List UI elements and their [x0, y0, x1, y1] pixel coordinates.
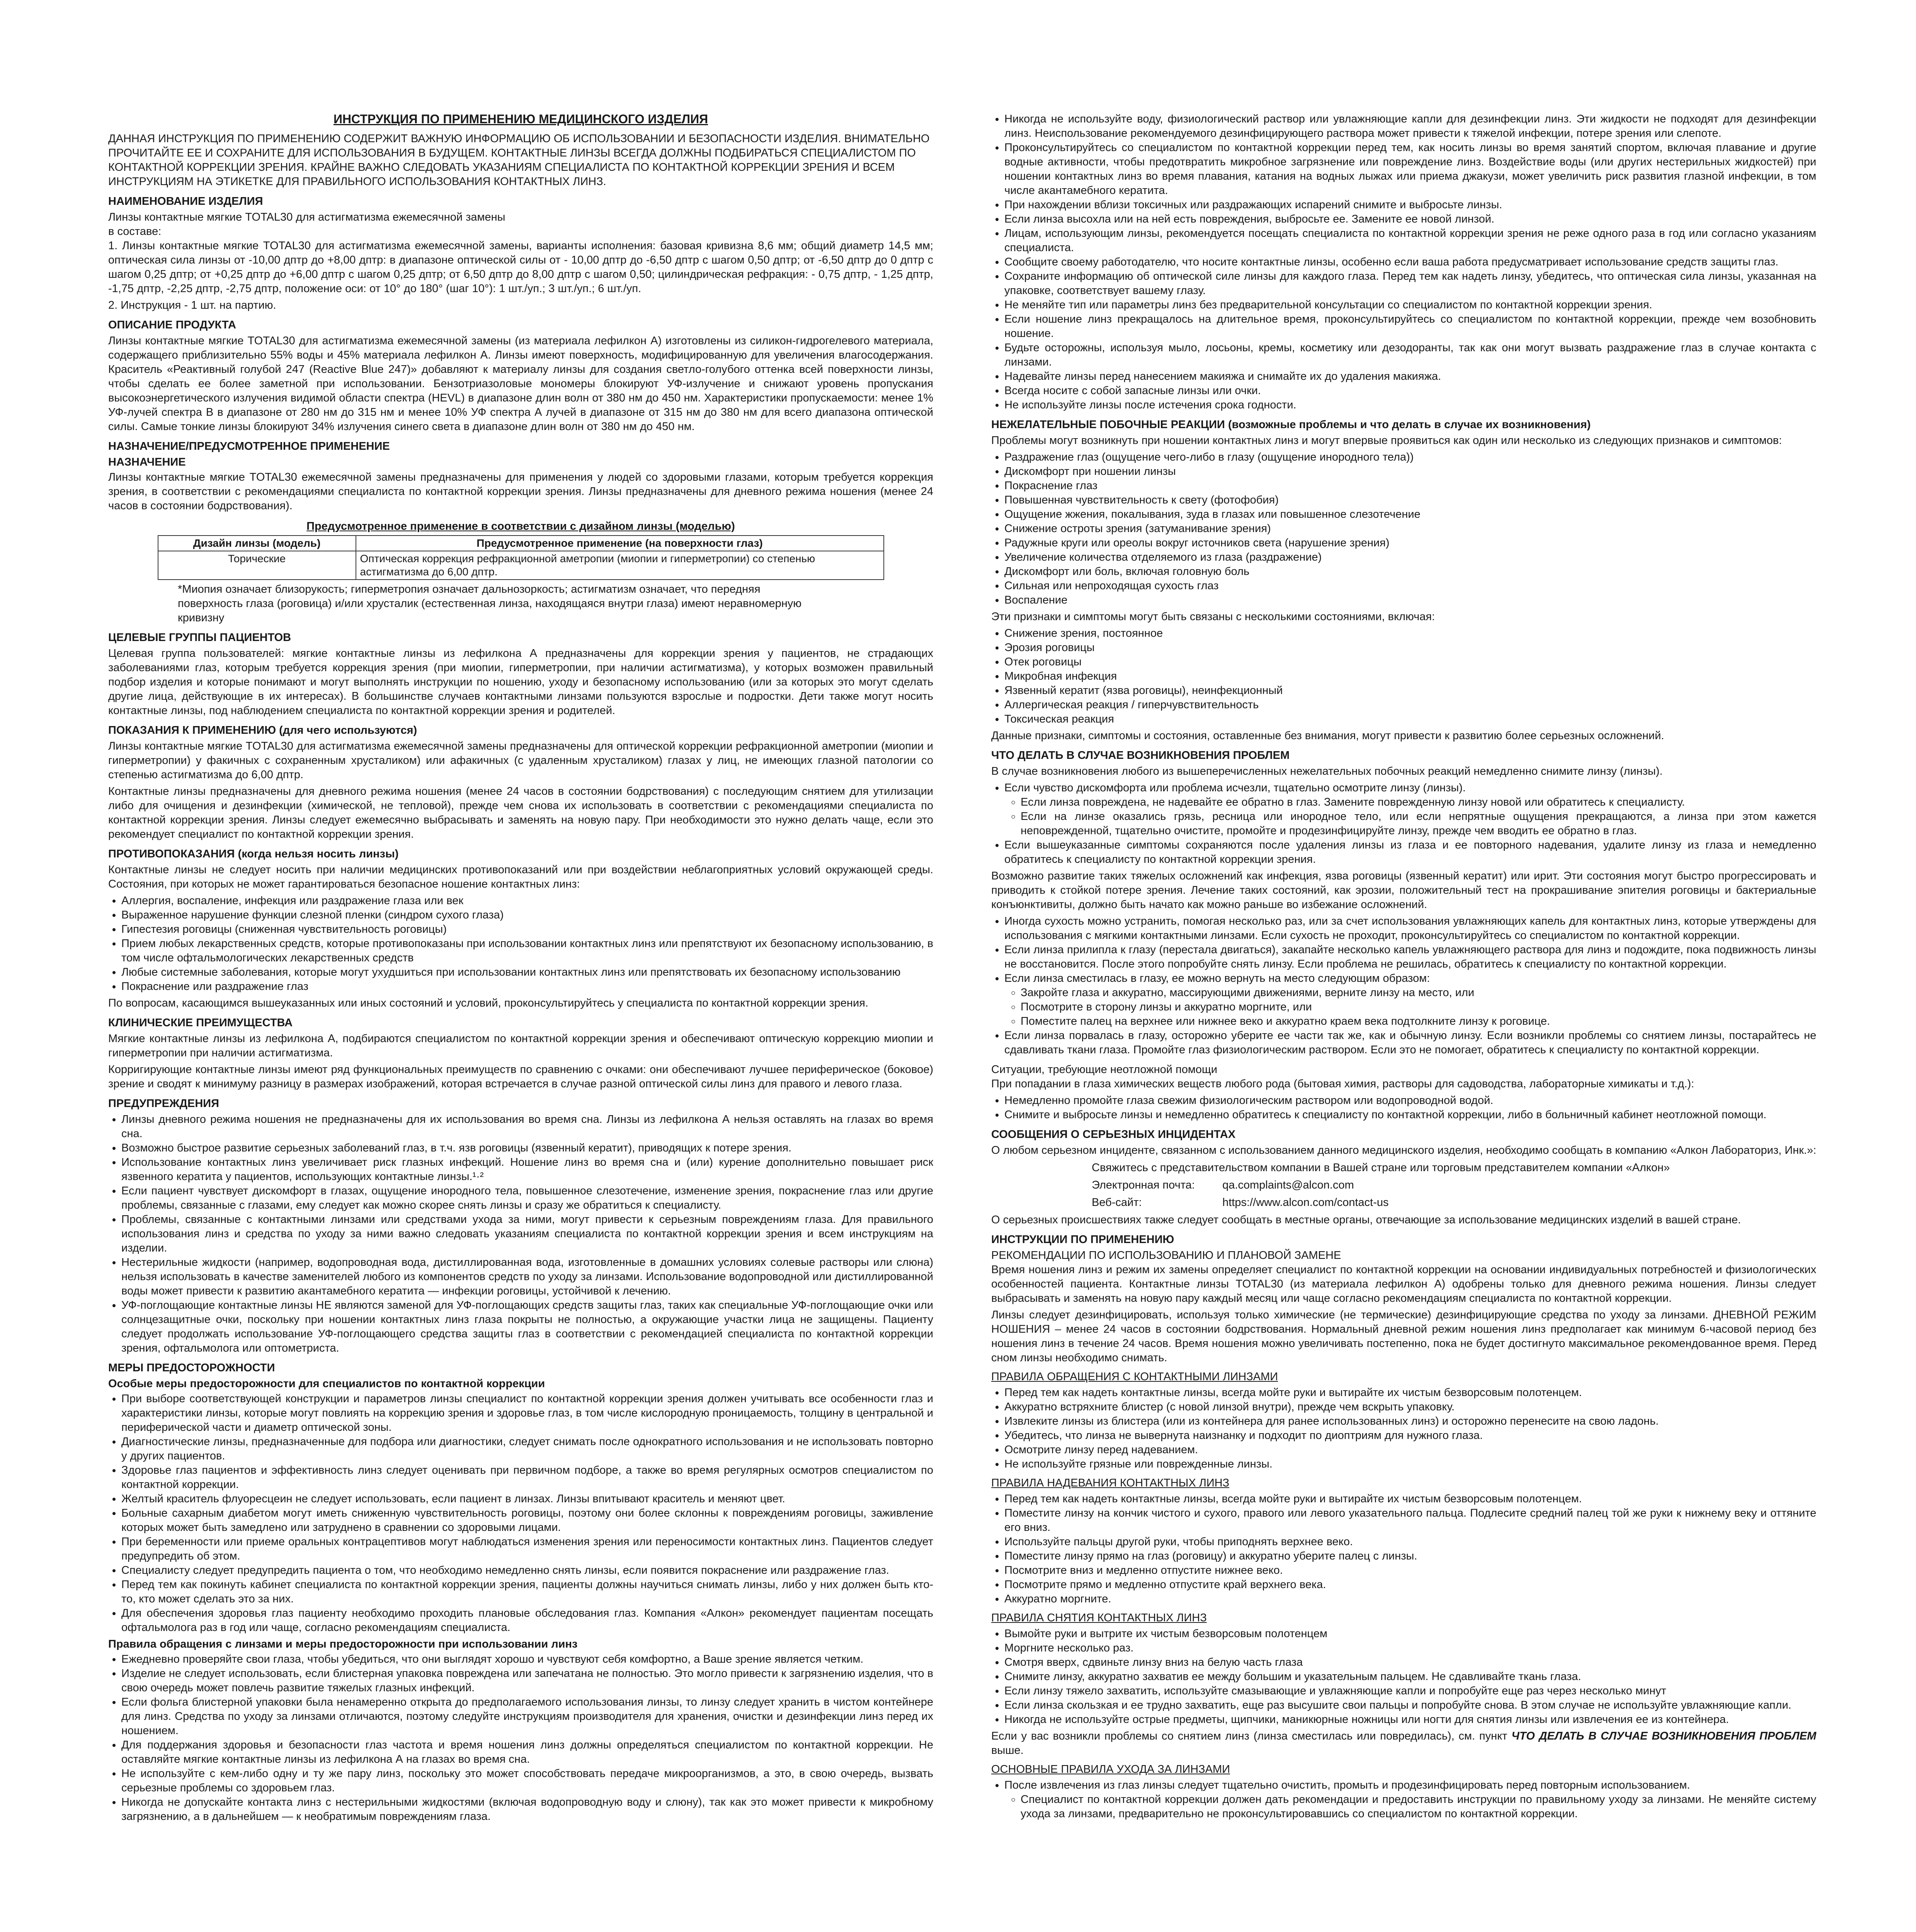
removal-note — [991, 1729, 1816, 1758]
handling-rules-continued-list — [991, 112, 1816, 412]
list-item: • Дискомфорт или боль, включая головную боль — [1004, 565, 1816, 579]
indications-paragraph-2: Контактные линзы предназначены для дневного режима ношения (менее 24 часов в состоянии бодрствования) с последующим снятием для утилизации либо для очищения и дезинфекции (химической, не тепловой), прежде чем снова их использовать в соответствии с рекомендациями специалиста по контактной коррекции зрения. Линзы следует ежемесячно выбрасывать и заменять на новую пару. При необходимости это нужно делать чаще, если это рекомендует специалист по контактной коррекции зрения. — [108, 785, 933, 840]
list-item — [1004, 1778, 1816, 1821]
section-heading-warnings: ПРЕДУПРЕЖДЕНИЯ — [108, 1097, 219, 1110]
list-item: • Аккуратно встряхните блистер (с новой линзой внутри), прежде чем вскрыть упаковку. — [1004, 1400, 1816, 1414]
usage-subheading: РЕКОМЕНДАЦИИ ПО ИСПОЛЬЗОВАНИЮ И ПЛАНОВОЙ ЗАМЕНЕ — [991, 1249, 1341, 1262]
list-item: • Нестерильные жидкости (например, водопроводная вода, дистиллированная вода, изготовленные в домашних условиях солевые растворы или слюна) нельзя использовать в качестве заменителей любого из компонентов средств по уходу за линзами. Использование водопроводной или дистиллированной воды может привести к развитию акантамебного кератита — инфекции роговицы, устойчивой к лечению. — [121, 1255, 933, 1298]
table-caption: Предусмотренное применение в соответствии с дизайном линзы (моделью) — [306, 520, 735, 532]
target-paragraph: Целевая группа пользователей: мягкие контактные линзы из лефилкона А предназначены для коррекции зрения у пациентов, не страдающих заболеваниями глаз, которым требуется коррекция зрения (при миопии, гиперметропии, при наличии астигматизма), у которых возможен правильный подбор изделия и которые понимают и могут выполнять инструкции по ношению, уходу и безопасному использованию (или за которых это могут сделать другие лица, действующие в их интересах). В большинстве случаев контактными линзами пользуются взрослые и подростки. Дети также могут носить контактные линзы, под наблюдением специалиста по контактной коррекции зрения и родителей. — [108, 647, 933, 717]
list-item: • Прием любых лекарственных средств, которые противопоказаны при использовании контактных линз или препятствуют их безопасному использованию, в том числе офтальмологических лекарственных средств — [121, 937, 933, 965]
list-item: • При нахождении вблизи токсичных или раздражающих испарений снимите и выбросьте линзы. — [1004, 198, 1816, 212]
list-item: • Не используйте с кем-либо одну и ту же пару линз, поскольку это может способствовать передаче микроорганизмов, а это, в свою очередь, вызвать серьезные проблемы со здоровьем глаз. — [121, 1767, 933, 1795]
list-item: • Не используйте линзы после истечения срока годности. — [1004, 398, 1816, 412]
list-item: • Здоровье глаз пациентов и эффективность линз следует оценивать при первичном подборе, а также во время регулярных осмотров специалистом по контактной коррекции. — [121, 1463, 933, 1492]
section-heading-purpose: НАЗНАЧЕНИЕ/ПРЕДУСМОТРЕННОЕ ПРИМЕНЕНИЕ — [108, 440, 390, 452]
list-item: • Для обеспечения здоровья глаз пациенту необходимо проходить плановые обследования глаз. Компания «Алкон» рекомендует пациентам посещать офтальмолога раз в год или чаще, согласно рекомендациям специалиста. — [121, 1606, 933, 1635]
clinical-paragraph-1: Мягкие контактные линзы из лефилкона А, подбираются специалистом по контактной коррекции зрения и обеспечивают оптическую коррекцию миопии и гиперметропии при наличии астигматизма. — [108, 1032, 933, 1059]
care-list — [991, 1778, 1816, 1821]
handling-rules-list — [108, 1652, 933, 1824]
list-item: • Если ношение линз прекращалось на длительное время, проконсультируйтесь со специалистом по контактной коррекции, прежде чем возобновить ношение. — [1004, 312, 1816, 341]
sub-list — [1004, 795, 1816, 838]
list-item: • Диагностические линзы, предназначенные для подбора или диагностики, следует снимать после однократного использования и не использовать повторно у других пациентов. — [121, 1435, 933, 1463]
warnings-list — [108, 1112, 933, 1355]
contraindications-list — [108, 894, 933, 994]
list-item: • Всегда носите с собой запасные линзы или очки. — [1004, 384, 1816, 398]
list-item: • Снимите линзу, аккуратно захватив ее между большим и указательным пальцем. Не сдавливайте ткань глаза. — [1004, 1670, 1816, 1684]
sub-list — [1004, 1793, 1816, 1821]
list-item: • Иногда сухость можно устранить, помогая несколько раз, или за счет использования увлажняющих капель для контактных линз, которые утверждены для использования с мягкими контактными линзами. Если сухость не проходит, проконсультируйтесь со специалистом по контактной коррекции. — [1004, 914, 1816, 943]
list-item: • Изделие не следует использовать, если блистерная упаковка повреждена или запечатана не полностью. Это могло привести к загрязнению изделия, что в свою очередь может повлечь развитие тяжелых глазных инфекций. — [121, 1667, 933, 1695]
list-item: • Сохраните информацию об оптической силе линзы для каждого глаза. Перед тем как надеть линзу, убедитесь, что оптическая сила линзы, указанная на упаковке, соответствует вашему глазу. — [1004, 269, 1816, 298]
list-item: • Специалисту следует предупредить пациента о том, что необходимо немедленно снять линзы, если появится покраснение или раздражение глаз. — [121, 1563, 933, 1578]
list-item: • Используйте пальцы другой руки, чтобы приподнять верхнее веко. — [1004, 1535, 1816, 1549]
list-item — [1004, 971, 1816, 1029]
list-item: • Если линза порвалась в глазу, осторожно уберите ее части так же, как и обычную линзу. Если возникли проблемы со снятием линзы, постарайтесь не сдавливать ткани глаза. Промойте глаз физиологическим раствором. Если это не помогает, обратитесь к специалисту по контактной коррекции. — [1004, 1029, 1816, 1057]
list-item: • Убедитесь, что линза не вывернута наизнанку и подходит по диоптриям для нужного глаза. — [1004, 1429, 1816, 1443]
sub-list-item: ◦ Поместите палец на верхнее или нижнее веко и аккуратно краем века подтолкните линзу к роговице. — [1021, 1014, 1816, 1029]
list-item: • При беременности или приеме оральных контрацептивов могут наблюдаться изменения зрения или переносимости контактных линз. Пациентов следует предупредить об этом. — [121, 1535, 933, 1563]
contact-line: Свяжитесь с представительством компании в Вашей стране или торговым представителем компании «Алкон» — [1092, 1162, 1670, 1174]
website-row — [1092, 1196, 1816, 1210]
conditions-list — [991, 626, 1816, 726]
section-heading-clinical: КЛИНИЧЕСКИЕ ПРЕИМУЩЕСТВА — [108, 1017, 293, 1029]
list-item: • Не меняйте тип или параметры линз без предварительной консультации со специалистом по контактной коррекции зрения. — [1004, 298, 1816, 312]
list-item: • Будьте осторожны, используя мыло, лосьоны, кремы, косметику или дезодоранты, так как они могут вызвать раздражение глаз в случае контакта с линзами. — [1004, 341, 1816, 369]
table-row — [158, 551, 884, 580]
intro-warning: ДАННАЯ ИНСТРУКЦИЯ ПО ПРИМЕНЕНИЮ СОДЕРЖИТ ВАЖНУЮ ИНФОРМАЦИЮ ОБ ИСПОЛЬЗОВАНИИ И БЕЗОПАСНОСТИ ИЗДЕЛИЯ. ВНИМАТЕЛЬНО ПРОЧИТАЙТЕ ЕЕ И СОХРАНИТЕ ДЛЯ ИСПОЛЬЗОВАНИЯ В БУДУЩЕМ. КОНТАКТНЫЕ ЛИНЗЫ ВСЕГДА ДОЛЖНЫ ПОДБИРАТЬСЯ СПЕЦИАЛИСТОМ ПО КОНТАКТНОЙ КОРРЕКЦИИ ЗРЕНИЯ. КРАЙНЕ ВАЖНО СЛЕДОВАТЬ УКАЗАНИЯМ СПЕЦИАЛИСТА ПО КОНТАКТНОЙ КОРРЕКЦИИ ЗРЕНИЯ И ВСЕМ ИНСТРУКЦИЯМ НА ЭТИКЕТКЕ ДЛЯ ПРАВИЛЬНОГО ИСПОЛЬЗОВАНИЯ КОНТАКТНЫХ ЛИНЗ. — [108, 133, 930, 188]
name-composition: в составе: — [108, 225, 162, 238]
sub-list-item: ◦ Специалист по контактной коррекции должен дать рекомендации и предоставить инструкции по правильному уходу за линзами. Не меняйте систему ухода за линзами, предварительно не проконсультировавшись со специалистом по контактной коррекции. — [1021, 1793, 1816, 1821]
list-item: • Если вышеуказанные симптомы сохраняются после удаления линзы из глаза и ее повторного надевания, удалите линзу из глаза и немедленно обратитесь к специалисту по контактной коррекции зрения. — [1004, 838, 1816, 867]
list-item: • Проблемы, связанные с контактными линзами или средствами ухода за ними, могут привести к серьезным повреждениям глаза. Для правильного использования линз и средства по уходу за ними важно следовать указаниям специалиста по контактной коррекции зрения и всем инструкциям на изделии. — [121, 1213, 933, 1255]
removal-heading: ПРАВИЛА СНЯТИЯ КОНТАКТНЫХ ЛИНЗ — [991, 1612, 1207, 1624]
list-item: • Радужные круги или ореолы вокруг источников света (нарушение зрения) — [1004, 536, 1816, 550]
section-heading-side-effects: НЕЖЕЛАТЕЛЬНЫЕ ПОБОЧНЫЕ РЕАКЦИИ (возможные проблемы и что делать в случае их возникновения) — [991, 418, 1591, 431]
sub-list — [1004, 986, 1816, 1029]
list-item-text: Если линза сместилась в глазу, ее можно вернуть на место следующим образом: — [1004, 972, 1430, 985]
what-to-do-list — [991, 781, 1816, 867]
list-item: • Снижение зрения, постоянное — [1004, 626, 1816, 641]
list-item: • Если линза скользкая и ее трудно захватить, еще раз высушите свои пальцы и попробуйте снова. В этом случае не используйте увлажняющие капли. — [1004, 1698, 1816, 1713]
list-item: • Сильная или непроходящая сухость глаз — [1004, 579, 1816, 593]
website-link[interactable]: https://www.alcon.com/contact-us — [1222, 1196, 1389, 1209]
list-item: • Проконсультируйтесь со специалистом по контактной коррекции перед тем, как носить линзы во время занятий спортом, включая плавание и другие водные активности, чтобы предотвратить микробное загрязнение или повреждение линз. Воздействие воды (или других нестерильных жидкостей) при ношении контактных линз во время плавания, катания на водных лыжах или приема джакузи, может увеличить риск развития глазной инфекции, в том числе акантамебного кератита. — [1004, 141, 1816, 198]
contraindications-paragraph: Контактные линзы не следует носить при наличии медицинских противопоказаний или при воздействии неблагоприятных условий окружающей среды. Состояния, при которых не может гарантироваться безопасное ношение контактных линз: — [108, 864, 933, 890]
list-item-text: После извлечения из глаз линзы следует тщательно очистить, промыть и продезинфицировать перед повторным использованием. — [1004, 1779, 1690, 1791]
list-item: • Возможно быстрое развитие серьезных заболеваний глаз, в т.ч. язв роговицы (язвенный кератит), приводящих к потере зрения. — [121, 1141, 933, 1155]
section-heading-contraindications: ПРОТИВОПОКАЗАНИЯ (когда нельзя носить линзы) — [108, 848, 399, 860]
list-item: • Желтый краситель флуоресцеин не следует использовать, если пациент в линзах. Линзы впитывают краситель и меняют цвет. — [121, 1492, 933, 1506]
precautions-subheading: Особые меры предосторожности для специалистов по контактной коррекции — [108, 1378, 545, 1390]
list-item: • Дискомфорт при ношении линзы — [1004, 464, 1816, 479]
usage-paragraph-1: Время ношения линз и режим их замены определяет специалист по контактной коррекции на основании индивидуальных потребностей и физиологических особенностей пациента. Контактные линзы TOTAL30 (из материала лефилкон А) одобрены только для дневного режима ношения. Линзы следует выбрасывать и заменять на новую пару каждый месяц или чаще согласно рекомендациям специалиста по контактной коррекции. — [991, 1264, 1816, 1304]
list-item: • Лицам, использующим линзы, рекомендуется посещать специалиста по контактной коррекции зрения не реже одного раза в год или согласно указаниям специалиста. — [1004, 226, 1816, 255]
conditions-intro: Эти признаки и симптомы могут быть связаны с несколькими состояниями, включая: — [991, 611, 1435, 623]
list-item: • Если линза прилипла к глазу (перестала двигаться), закапайте несколько капель увлажняющего раствора для линз и подождите, пока подвижность линзы не восстановится. После этого попробуйте снять линзу. Если проблема не решилась, обратитесь к специалисту по контактной коррекции. — [1004, 943, 1816, 971]
contraindications-note: По вопросам, касающимся вышеуказанных или иных состояний и условий, проконсультируйтесь у специалиста по контактной коррекции зрения. — [108, 997, 868, 1009]
name-instruction: 2. Инструкция - 1 шт. на партию. — [108, 299, 276, 311]
name-line: Линзы контактные мягкие TOTAL30 для астигматизма ежемесячной замены — [108, 211, 505, 223]
reports-note: О серьезных происшествиях также следует сообщать в местные органы, отвечающие за использование медицинских изделий в вашей стране. — [991, 1214, 1741, 1226]
email-link[interactable]: qa.complaints@alcon.com — [1222, 1179, 1354, 1191]
section-heading-precautions: МЕРЫ ПРЕДОСТОРОЖНОСТИ — [108, 1362, 275, 1374]
indications-paragraph-1: Линзы контактные мягкие TOTAL30 для астигматизма ежемесячной замены предназначены для оптической коррекции рефракционной аметропии (миопии и гиперметропии) у факичных с сохраненным хрусталиком) или афакичных (с удаленным хрусталиком) глазах у лиц, не имеющих глазной патологии со степенью астигматизма до 6,00 дптр. — [108, 740, 933, 781]
complications-paragraph: Возможно развитие таких тяжелых осложнений как инфекция, язва роговицы (язвенный кератит) или ирит. Эти состояния могут быстро прогрессировать и приводить к стойкой потере зрения. Лечение таких состояний, как эрозии, положительный тест на прокрашивание эпителия роговицы и бактериальные конъюнктивиты, должно быть начато как можно раньше во избежание осложнений. — [991, 870, 1816, 911]
list-item: • Надевайте линзы перед нанесением макияжа и снимайте их до удаления макияжа. — [1004, 369, 1816, 384]
list-item: • Ежедневно проверяйте свои глаза, чтобы убедиться, что они выглядят хорошо и чувствуют себя комфортно, а Ваше зрение является четким. — [121, 1652, 933, 1667]
sub-list-item: ◦ Если на линзе оказались грязь, ресница или инородное тело, или если непрятные ощущения прекращаются, а линза при этом кажется неповрежденной, тщательно очистите, промойте и продезинфицируйте линзу, прежде чем вводить ее обратно в глаз. — [1021, 810, 1816, 838]
list-item: • Немедленно промойте глаза свежим физиологическим раствором или водопроводной водой. — [1004, 1094, 1816, 1108]
section-heading-what-to-do: ЧТО ДЕЛАТЬ В СЛУЧАЕ ВОЗНИКНОВЕНИЯ ПРОБЛЕМ — [991, 749, 1290, 762]
table-header-design: Дизайн линзы (модель) — [158, 536, 356, 551]
table-header-use: Предусмотренное применение (на поверхности глаз) — [356, 536, 884, 551]
list-item: • Перед тем как покинуть кабинет специалиста по контактной коррекции зрения, пациенты должны научиться снимать линзы, либо у них должен быть кто-то, кто может сделать это за них. — [121, 1578, 933, 1606]
list-item: • Аллергия, воспаление, инфекция или раздражение глаза или век — [121, 894, 933, 908]
section-heading-indications: ПОКАЗАНИЯ К ПРИМЕНЕНИЮ (для чего используются) — [108, 724, 417, 736]
table-header-row — [158, 536, 884, 551]
urgent-paragraph: При попадании в глаза химических веществ любого рода (бытовая химия, растворы для садоводства, лабораторные химикаты и т.д.): — [991, 1078, 1694, 1090]
document-page — [108, 112, 1816, 1932]
removal-note-reference: ЧТО ДЕЛАТЬ В СЛУЧАЕ ВОЗНИКНОВЕНИЯ ПРОБЛЕМ — [1511, 1730, 1816, 1742]
list-item: • Извлеките линзы из блистера (или из контейнера для ранее использованных линз) и осторожно перенесите на свою ладонь. — [1004, 1414, 1816, 1429]
removal-note-end: выше. — [991, 1744, 1024, 1757]
list-item: • При выборе соответствующей конструкции и параметров линзы специалист по контактной коррекции зрения должен учитывать все особенности глаз и характеристики линзы, которые могут повлиять на коррекцию зрения и здоровье глаз, в том числе кислородную проницаемость, толщину в центральной и периферической части и диаметр оптической зоны. — [121, 1392, 933, 1435]
list-item: • Если линзу тяжело захватить, используйте смазывающие и увлажняющие капли и попробуйте еще раз через несколько минут — [1004, 1684, 1816, 1698]
list-item: • Отек роговицы — [1004, 655, 1816, 669]
urgent-list — [991, 1094, 1816, 1122]
list-item: • Микробная инфекция — [1004, 669, 1816, 684]
urgent-heading: Ситуации, требующие неотложной помощи — [991, 1063, 1217, 1076]
email-label: Электронная почта: — [1092, 1179, 1195, 1191]
list-item — [1004, 781, 1816, 838]
list-item: • Не используйте грязные или поврежденные линзы. — [1004, 1457, 1816, 1471]
list-item-text: Если чувство дискомфорта или проблема исчезли, тщательно осмотрите линзу (линзы). — [1004, 782, 1466, 794]
list-item: • УФ-поглощающие контактные линзы НЕ являются заменой для УФ-поглощающих средств защиты глаз, таких как специальные УФ-поглощающие очки или солнцезащитные очки, поскольку при ношении контактных линз глаза покрыты не полностью, а окружающие участки лица не защищены. Пациенту следует продолжать использование УФ-поглощающего средства защиты глаз в соответствии с рекомендацией специалиста по контактной коррекции зрения, офтальмолога или оптометриста. — [121, 1298, 933, 1355]
removal-note-text: Если у вас возникли проблемы со снятием линз (линза сместилась или повредилась), см. пункт — [991, 1730, 1512, 1742]
list-item: • Повышенная чувствительность к свету (фотофобия) — [1004, 493, 1816, 507]
list-item: • Линзы дневного режима ношения не предназначены для их использования во время сна. Линзы из лефилкона А нельзя оставлять на глазах во время сна. — [121, 1112, 933, 1141]
list-item: • Аккуратно моргните. — [1004, 1592, 1816, 1606]
purpose-subheading: НАЗНАЧЕНИЕ — [108, 456, 186, 468]
care-heading: ОСНОВНЫЕ ПРАВИЛА УХОДА ЗА ЛИНЗАМИ — [991, 1763, 1230, 1776]
list-item: • Если фольга блистерной упаковки была ненамеренно открыта до предполагаемого использования линзы, то линзу следует хранить в чистом контейнере для линз. Средства по уходу за линзами отличаются, поэтому следуйте инструкциям производителя для хранения, очистки и дезинфекции линз перед их ношением. — [121, 1695, 933, 1738]
list-item: • Больные сахарным диабетом могут иметь сниженную чувствительность роговицы, поэтому они более склонны к повреждениям роговицы, заживление которых может быть замедлено или затруднено в сравнении со здоровыми лицами. — [121, 1506, 933, 1535]
section-heading-description: ОПИСАНИЕ ПРОДУКТА — [108, 319, 236, 331]
list-item: • Никогда не используйте острые предметы, щипчики, маникюрные ножницы или ногти для снятия линзы или извлечения ее из контейнера. — [1004, 1713, 1816, 1727]
contact-block — [1092, 1161, 1816, 1210]
list-item: • Использование контактных линз увеличивает риск глазных инфекций. Ношение линз во время сна и (или) курение дополнительно повышает риск язвенного кератита у пациентов, использующих контактные линзы.¹·² — [121, 1155, 933, 1184]
section-heading-reports: СООБЩЕНИЯ О СЕРЬЕЗНЫХ ИНЦИДЕНТАХ — [991, 1128, 1236, 1141]
precautions-list — [108, 1392, 933, 1635]
table-cell-design: Торические — [158, 551, 356, 580]
right-column — [991, 112, 1816, 1932]
handling-list — [991, 1386, 1816, 1471]
list-item: • Аллергическая реакция / гиперчувствительность — [1004, 698, 1816, 712]
reports-paragraph: О любом серьезном инциденте, связанном с использованием данного медицинского изделия, необходимо сообщать в компанию «Алкон Лабораториз, Инк.»: — [991, 1144, 1816, 1156]
list-item: • Гипестезия роговицы (сниженная чувствительность роговицы) — [121, 922, 933, 937]
list-item: • Выраженное нарушение функции слезной пленки (синдром сухого глаза) — [121, 908, 933, 922]
name-variants: 1. Линзы контактные мягкие TOTAL30 для астигматизма ежемесячной замены, варианты исполнения: базовая кривизна 8,6 мм; общий диаметр 14,5 мм; оптическая сила линзы от -10,00 дптр до +8,00 дптр: в диапазоне оптической силы от - 10,00 дптр до -6,50 дптр с шагом 0,50 дптр; от -6,50 дптр до 0 дптр с шагом 0,25 дптр; от +0,25 дптр до +6,00 дптр с шагом 0,25 дптр; от 6,50 дптр до 8,00 дптр с шагом 0,50; цилиндрическая рефракция: - 0,75 дптр, - 1,25 дптр, -1,75 дптр, -2,25 дптр, -2,75 дптр, положение оси: от 10° до 180° (шаг 10°): 1 шт./уп.; 3 шт./уп.; 6 шт./уп. — [108, 240, 933, 295]
list-item: • Токсическая реакция — [1004, 712, 1816, 726]
list-item: • Снижение остроты зрения (затуманивание зрения) — [1004, 522, 1816, 536]
list-item: • Эрозия роговицы — [1004, 641, 1816, 655]
list-item: • Если пациент чувствует дискомфорт в глазах, ощущение инородного тела, повышенное слезотечение, изменение зрения, покраснение глаз или другие проблемы, связанные с глазами, ему следует как можно скорее снять линзы и сразу же обратиться к специалисту. — [121, 1184, 933, 1213]
list-item: • Ощущение жжения, покалывания, зуда в глазах или повышенное слезотечение — [1004, 507, 1816, 522]
list-item: • Увеличение количества отделяемого из глаза (раздражение) — [1004, 550, 1816, 565]
table-cell-use: Оптическая коррекция рефракционной аметропии (миопии и гиперметропии) со степенью астигматизма до 6,00 дптр. — [356, 551, 884, 580]
list-item: • Осмотрите линзу перед надеванием. — [1004, 1443, 1816, 1457]
symptoms-list — [991, 450, 1816, 607]
list-item: • Посмотрите прямо и медленно отпустите край верхнего века. — [1004, 1578, 1816, 1592]
list-item: • Поместите линзу прямо на глаз (роговицу) и аккуратно уберите палец с линзы. — [1004, 1549, 1816, 1563]
list-item: • Покраснение или раздражение глаз — [121, 980, 933, 994]
usage-paragraph-2: Линзы следует дезинфицировать, используя только химические (не термические) дезинфицирующие средства по уходу за линзами. ДНЕВНОЙ РЕЖИМ НОШЕНИЯ – менее 24 часов в состоянии бодрствования. Нормальный дневной режим ношения линз предполагает как минимум 6-часовой период без ношения линз в течение 24 часов. Время ношения можно увеличивать постепенно, пока не будет достигнуто максимальное рекомендованное время. Перед сном линзы необходимо снимать. — [991, 1309, 1816, 1364]
list-item: • Покраснение глаз — [1004, 479, 1816, 493]
list-item: • Никогда не используйте воду, физиологический раствор или увлажняющие капли для дезинфекции линз. Эти жидкости не подходят для дезинфекции линз. Неиспользование рекомендуемого дезинфицирующего раствора может привести к тяжелой инфекции, потере зрения или слепоте. — [1004, 112, 1816, 141]
handling-heading: ПРАВИЛА ОБРАЩЕНИЯ С КОНТАКТНЫМИ ЛИНЗАМИ — [991, 1371, 1278, 1383]
what-to-do-paragraph: В случае возникновения любого из вышеперечисленных нежелательных побочных реакций немедленно снимите линзу (линзы). — [991, 765, 1663, 777]
list-item: • Воспаление — [1004, 593, 1816, 607]
document-title: ИНСТРУКЦИЯ ПО ПРИМЕНЕНИЮ МЕДИЦИНСКОГО ИЗДЕЛИЯ — [333, 112, 708, 126]
intended-use-table — [158, 535, 884, 580]
purpose-paragraph: Линзы контактные мягкие TOTAL30 ежемесячной замены предназначены для применения у людей со здоровыми глазами, которым требуется коррекция зрения, в соответствии с рекомендациями специалиста по контактной коррекции зрения. Линзы предназначены для дневного режима ношения (менее 24 часов в состоянии бодрствования). — [108, 471, 933, 512]
side-effects-paragraph: Проблемы могут возникнуть при ношении контактных линз и могут впервые проявиться как один или несколько из следующих признаков и симптомов: — [991, 434, 1782, 447]
sub-list-item: ◦ Закройте глаза и аккуратно, массирующими движениями, верните линзу на место, или — [1021, 986, 1816, 1000]
list-item: • Любые системные заболевания, которые могут ухудшиться при использовании контактных линз или препятствовать их безопасному использованию — [121, 965, 933, 980]
list-item: • Если линза высохла или на ней есть повреждения, выбросьте ее. Замените ее новой линзой. — [1004, 212, 1816, 226]
list-item: • Поместите линзу на кончик чистого и сухого, правого или левого указательного пальца. Подлесите средний палец той же руки к нижнему веку и оттяните его вниз. — [1004, 1506, 1816, 1535]
complications-list — [991, 914, 1816, 1057]
sub-list-item: ◦ Посмотрите в сторону линзы и аккуратно моргните, или — [1021, 1000, 1816, 1014]
list-item: • Перед тем как надеть контактные линзы, всегда мойте руки и вытирайте их чистым безворсовым полотенцем. — [1004, 1492, 1816, 1506]
description-paragraph: Линзы контактные мягкие TOTAL30 для астигматизма ежемесячной замены (из материала лефилкон А) изготовлены из силикон-гидрогелевого материала, содержащего приблизительно 55% воды и 45% материала лефилкон А. Линзы имеют поверхность, модифицированную для увеличения влагосодержания. Краситель «Реактивный голубой 247 (Reactive Blue 247)» добавляют к материалу линзы для создания светло-голубого оттенка всей поверхности линзы, чтобы сделать ее более заметной при использовании. Бензотриазоловые мономеры блокируют УФ-излучение и снижают уровень пропускания высокоэнергетического излучения видимой области спектра (HEVL) в диапазоне длин волн от 380 нм до 450 нм. Характеристики пропускаемости: менее 1% УФ-лучей спектра В в диапазоне от 280 нм до 315 нм и менее 10% УФ спектра А лучей в диапазоне от 315 нм до 380 нм для всего диапазона оптической силы. Самые тонкие линзы блокируют 34% излучения синего света в диапазоне длин волн от 380 нм до 450 нм. — [108, 335, 933, 433]
list-item: • Вымойте руки и вытрите их чистым безворсовым полотенцем — [1004, 1627, 1816, 1641]
list-item: • Раздражение глаз (ощущение чего-либо в глазу (ощущение инородного тела)) — [1004, 450, 1816, 464]
put-on-heading: ПРАВИЛА НАДЕВАНИЯ КОНТАКТНЫХ ЛИНЗ — [991, 1477, 1230, 1489]
list-item: • Моргните несколько раз. — [1004, 1641, 1816, 1655]
list-item: • Снимите и выбросьте линзы и немедленно обратитесь к специалисту по контактной коррекции, либо в больничный кабинет неотложной помощи. — [1004, 1108, 1816, 1122]
list-item: • Посмотрите вниз и медленно отпустите нижнее веко. — [1004, 1563, 1816, 1578]
table-footnote: *Миопия означает близорукость; гиперметропия означает дальнозоркость; астигматизм означает, что передняя поверхность глаза (роговица) и/или хрусталик (естественная линза, находящаяся внутри глаза) имеют неравномерную кривизну — [178, 583, 802, 624]
sub-list-item: ◦ Если линза повреждена, не надевайте ее обратно в глаз. Замените поврежденную линзу новой или обратитесь к специалисту. — [1021, 795, 1816, 810]
list-item: • Смотря вверх, сдвиньте линзу вниз на белую часть глаза — [1004, 1655, 1816, 1670]
removal-list — [991, 1627, 1816, 1727]
list-item: • Перед тем как надеть контактные линзы, всегда мойте руки и вытирайте их чистым безворсовым полотенцем. — [1004, 1386, 1816, 1400]
section-heading-target: ЦЕЛЕВЫЕ ГРУППЫ ПАЦИЕНТОВ — [108, 631, 291, 644]
conditions-note: Данные признаки, симптомы и состояния, оставленные без внимания, могут привести к развитию более серьезных осложнений. — [991, 730, 1664, 742]
put-on-list — [991, 1492, 1816, 1606]
section-heading-usage: ИНСТРУКЦИИ ПО ПРИМЕНЕНИЮ — [991, 1233, 1174, 1246]
email-row — [1092, 1178, 1816, 1192]
list-item: • Язвенный кератит (язва роговицы), неинфекционный — [1004, 684, 1816, 698]
section-heading-name: НАИМЕНОВАНИЕ ИЗДЕЛИЯ — [108, 195, 263, 207]
clinical-paragraph-2: Корригирующие контактные линзы имеют ряд функциональных преимуществ по сравнению с очками: они обеспечивают лучшее периферическое (боковое) зрение и сводят к минимуму разницу в размерах изображений, которая встречается в случае разной оптической силы линз для правого и левого глаза. — [108, 1063, 933, 1090]
list-item: • Для поддержания здоровья и безопасности глаз частота и время ношения линз должны определяться специалистом по контактной коррекции. Не оставляйте мягкие контактные линзы из лефилкона А на глазах во время сна. — [121, 1738, 933, 1767]
left-column — [108, 112, 933, 1932]
website-label: Веб-сайт: — [1092, 1196, 1142, 1209]
handling-rules-subheading: Правила обращения с линзами и меры предосторожности при использовании линз — [108, 1638, 578, 1650]
list-item: • Никогда не допускайте контакта линз с нестерильными жидкостями (включая водопроводную воду и слюну), так как это может привести к микробному загрязнению, а в дальнейшем — к необратимым повреждениям глаза. — [121, 1795, 933, 1824]
list-item: • Сообщите своему работодателю, что носите контактные линзы, особенно если ваша работа предусматривает использование средств защиты глаз. — [1004, 255, 1816, 269]
